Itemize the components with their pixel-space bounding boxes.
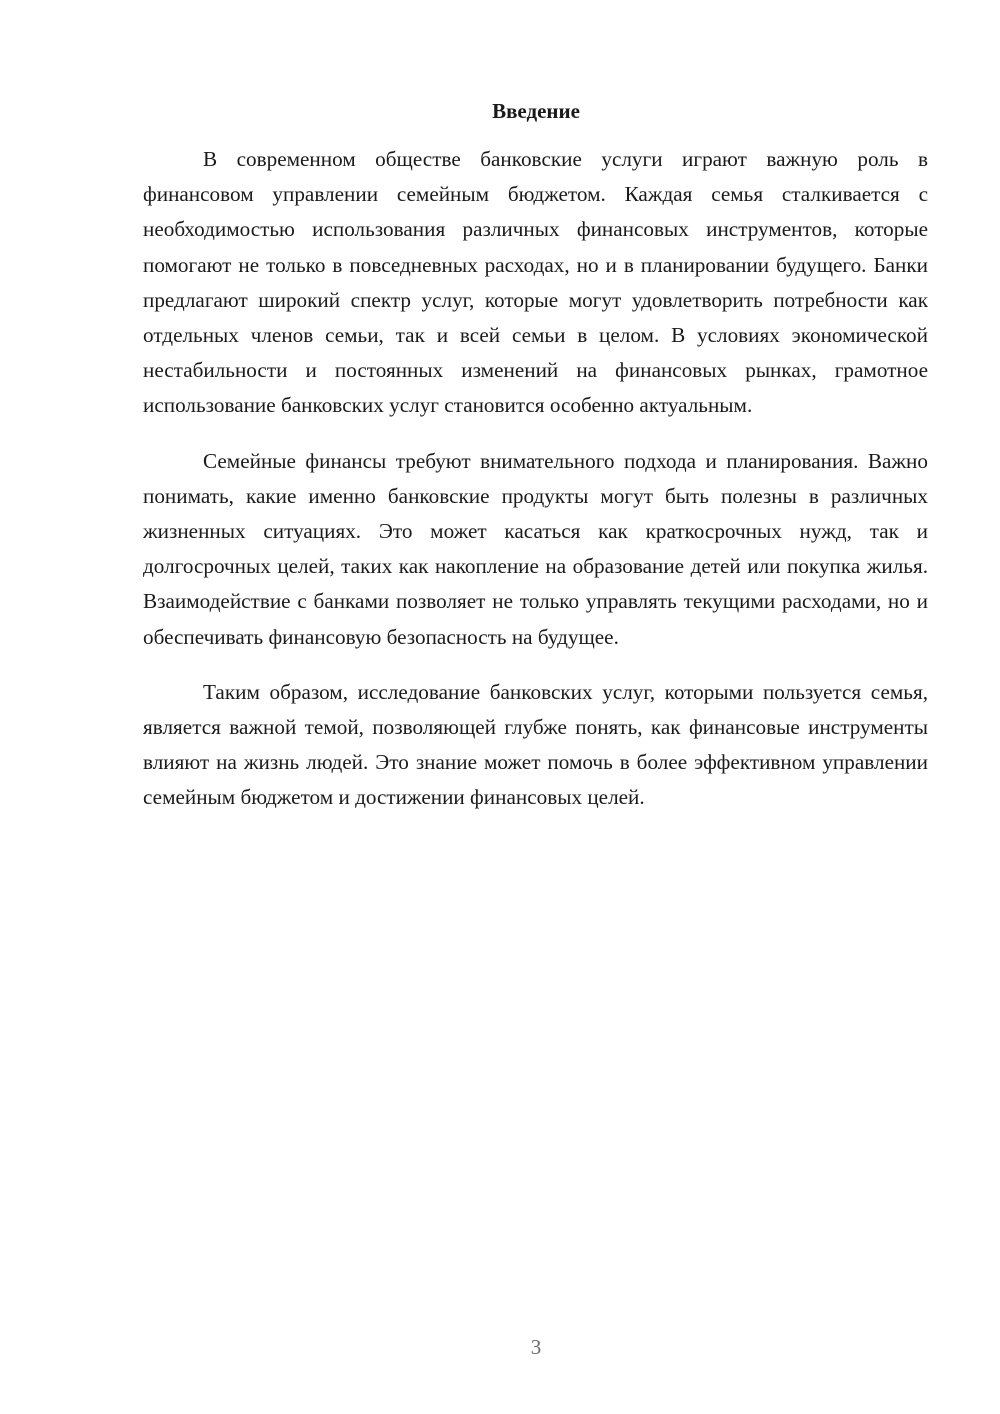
paragraph-3: Таким образом, исследование банковских услуг, которыми пользуется семья, является важной темой, позволяющей глубже понять, как финансовые инструменты влияют на жизнь людей. Это знание может помочь в более эффективном управлении семейным бюджетом и достижении финансовых целей. (143, 679, 928, 810)
paragraph-1: В современном обществе банковские услуги играют важную роль в финансовом управлении семейным бюджетом. Каждая семья сталкивается с необходимостью использования различных финансовых инструментов, которые помогают не только в повседневных расходах, но и в планировании будущего. Банки предлагают широкий спектр услуг, которые могут удовлетворить потребности как отдельных членов семьи, так и всей семьи в целом. В условиях экономической нестабильности и постоянных изменений на финансовых рынках, грамотное использование банковских услуг становится особенно актуальным. (143, 147, 928, 418)
page-number: 3 (530, 1335, 542, 1359)
document-body (143, 142, 928, 816)
paragraph-2: Семейные финансы требуют внимательного подхода и планирования. Важно понимать, какие именно банковские продукты могут быть полезны в различных жизненных ситуациях. Это может касаться как краткосрочных нужд, так и долгосрочных целей, таких как накопление на образование детей или покупка жилья. Взаимодействие с банками позволяет не только управлять текущими расходами, но и обеспечивать финансовую безопасность на будущее. (143, 448, 928, 649)
section-title: Введение (492, 99, 580, 123)
